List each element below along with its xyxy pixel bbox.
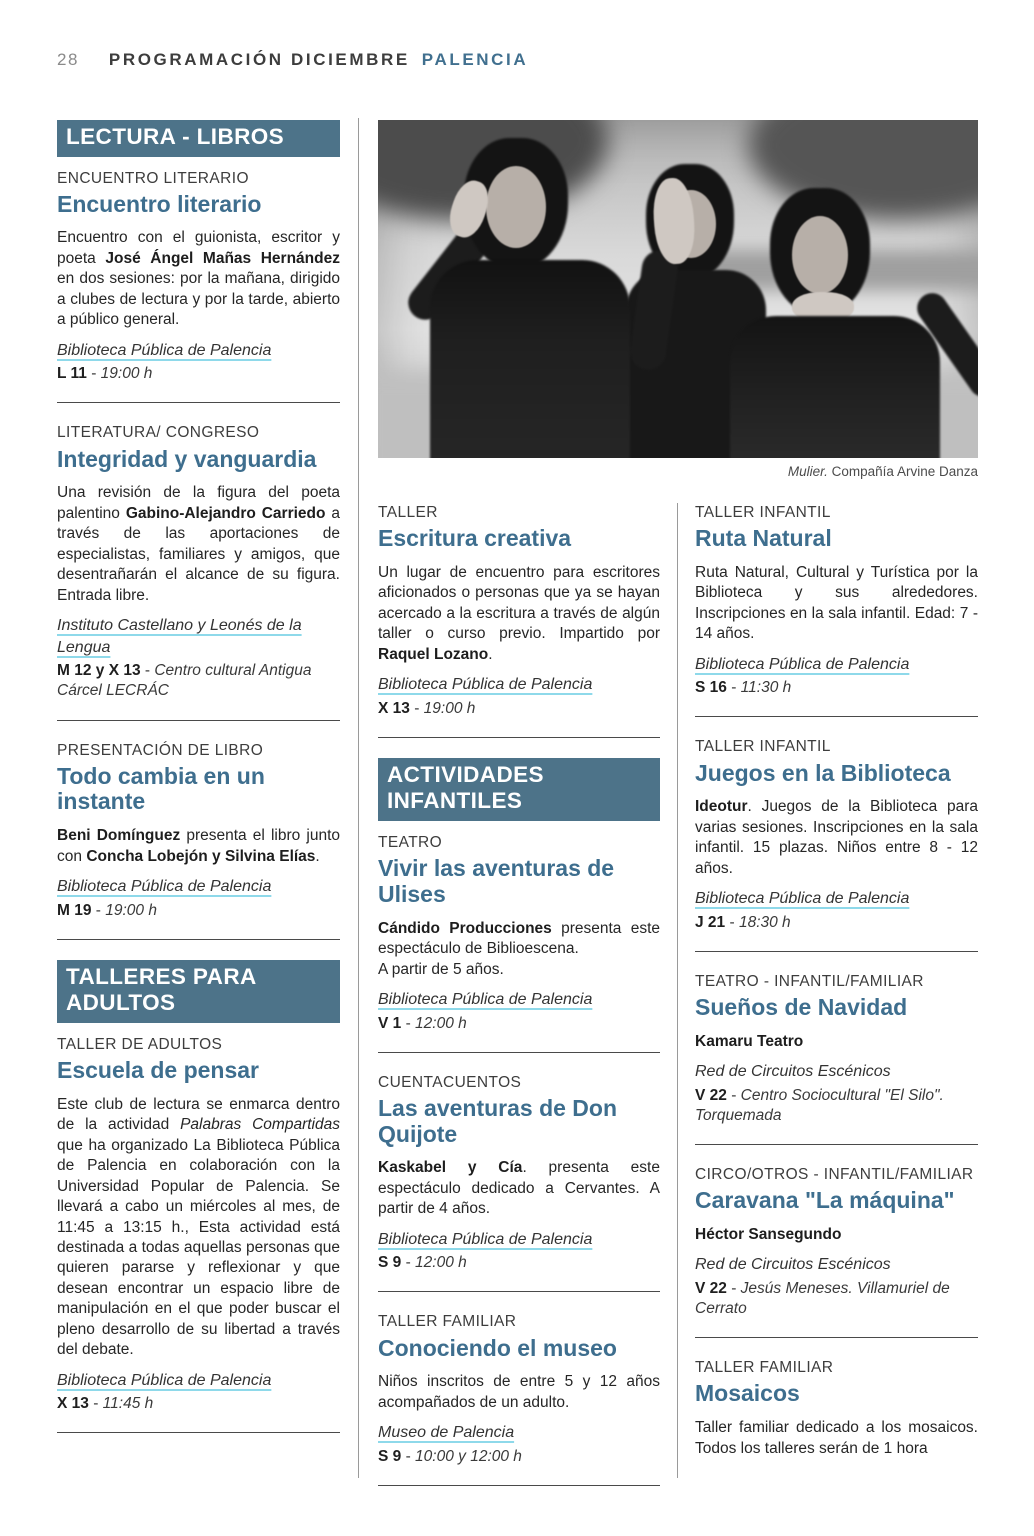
event-description — [378, 563, 660, 665]
event-description — [57, 483, 340, 606]
event-description-bold: Gabino-Alejandro Carriedo — [125, 504, 326, 522]
event-time-or-place: 11:30 h — [740, 679, 792, 697]
event-title: Conociendo el museo — [378, 1334, 617, 1361]
event-description-bold: Ideotur — [695, 798, 748, 816]
event-title: Juegos en la Biblioteca — [695, 759, 951, 786]
event-item — [57, 423, 340, 720]
event-description — [695, 797, 978, 879]
page-title-highlight: PALENCIA — [421, 50, 529, 69]
event-title: Todo cambia en un instante — [57, 762, 265, 815]
event-description-bold: Kamaru Teatro — [695, 1032, 804, 1050]
event-category: TALLER FAMILIAR — [378, 1313, 517, 1331]
event-venue: Red de Circuitos Escénicos — [695, 1256, 891, 1274]
event-description — [57, 826, 340, 867]
event-date: V 22 — [695, 1280, 727, 1298]
event-time-or-place: 19:00 h — [100, 365, 153, 383]
event-description-text: . — [315, 847, 320, 865]
event-dateline — [695, 913, 978, 933]
event-venue: Biblioteca Pública de Palencia — [57, 878, 272, 896]
event-category: TALLER DE ADULTOS — [57, 1035, 223, 1053]
event-date-separator: - — [401, 1254, 416, 1272]
event-item — [378, 503, 660, 738]
section-banner: LECTURA - LIBROS — [57, 120, 340, 157]
event-description — [695, 563, 978, 645]
event-date-separator: - — [726, 1280, 741, 1298]
event-category: TALLER — [378, 504, 438, 521]
event-dateline — [57, 364, 340, 384]
performance-photo — [378, 120, 978, 458]
event-date: L 11 — [57, 365, 87, 383]
event-dateline — [695, 678, 978, 698]
event-description-bold: Héctor Sansegundo — [695, 1225, 842, 1243]
event-dateline — [378, 1253, 660, 1273]
event-description — [57, 228, 340, 330]
event-time-or-place: 11:45 h — [102, 1395, 154, 1413]
column-divider — [677, 503, 678, 1478]
event-category: TALLER INFANTIL — [695, 504, 831, 521]
event-title: Sueños de Navidad — [695, 994, 908, 1021]
event-date: S 9 — [378, 1447, 402, 1465]
event-date-separator: - — [88, 1395, 103, 1413]
event-venue: Biblioteca Pública de Palencia — [378, 676, 593, 694]
event-time-or-place: 18:30 h — [738, 913, 791, 931]
event-date: V 22 — [695, 1086, 727, 1104]
event-title: Las aventuras de Don Quijote — [378, 1094, 618, 1147]
section-banner: TALLERES PARA ADULTOS — [57, 960, 340, 1023]
event-category: CUENTACUENTOS — [378, 1073, 522, 1091]
event-rule — [695, 1144, 978, 1145]
event-date: V 1 — [378, 1014, 402, 1032]
event-rule — [378, 737, 660, 738]
event-venue: Instituto Castellano y Leonés de la Lengua — [57, 617, 302, 656]
event-dateline — [695, 1086, 978, 1126]
event-date-separator: - — [726, 1086, 741, 1104]
event-description-bold: Concha Lobejón y Silvina Elías — [86, 847, 316, 865]
event-description-text: Niños inscritos de entre 5 y 12 años acompañados de un adulto. — [378, 1373, 660, 1411]
event-category: LITERATURA/ CONGRESO — [57, 424, 260, 442]
event-description-text: Un lugar de encuentro para escritores aficionados o personas que ya se hayan acercado a la escritura a través de algún taller o curso previo. Impartido por — [378, 563, 660, 643]
event-date: X 13 — [378, 699, 410, 717]
event-description-text: presenta este espectáculo de Biblioescena. — [378, 919, 660, 958]
photo-caption-title: Mulier. — [787, 464, 828, 479]
event-rule — [695, 951, 978, 952]
event-description-bold: Raquel Lozano — [378, 645, 489, 663]
event-venue: Biblioteca Pública de Palencia — [695, 890, 910, 908]
event-description-text: presenta el libro junto con — [57, 827, 340, 865]
event-date: J 21 — [695, 913, 726, 931]
event-description-bold: Cándido Producciones — [378, 919, 552, 937]
event-title: Caravana "La máquina" — [695, 1187, 955, 1214]
event-date-separator: - — [140, 662, 155, 680]
event-description-bold: Beni Domínguez — [57, 827, 181, 845]
event-date: S 9 — [378, 1254, 402, 1272]
event-description-text: Una revisión de la figura del poeta palentino — [57, 484, 340, 522]
event-rule — [695, 716, 978, 717]
event-time-or-place: Jesús Meneses. Villamuriel de Cerrato — [695, 1280, 950, 1318]
event-category: TEATRO — [378, 833, 443, 851]
event-title: Vivir las aventuras de Ulises — [378, 855, 615, 907]
dancer-face — [486, 166, 546, 248]
event-item — [57, 741, 340, 940]
photo-caption — [378, 464, 978, 479]
page-number: 28 — [57, 50, 79, 69]
event-title: Escuela de pensar — [57, 1057, 259, 1084]
event-date: M 19 — [57, 901, 92, 919]
event-category: CIRCO/OTROS - INFANTIL/FAMILIAR — [695, 1166, 974, 1184]
event-time-or-place: 10:00 y 12:00 h — [415, 1447, 522, 1465]
event-description-bold: José Ángel Mañas Hernández — [105, 249, 340, 267]
event-date-separator: - — [726, 679, 741, 697]
dancer-torso — [730, 316, 940, 458]
event-rule — [57, 939, 340, 940]
event-date: S 16 — [695, 679, 727, 697]
event-date: X 13 — [57, 1395, 89, 1413]
event-item — [695, 972, 978, 1145]
column-middle — [378, 503, 660, 1506]
event-title: Ruta Natural — [695, 525, 832, 552]
event-time-or-place: 19:00 h — [105, 901, 157, 919]
event-description-bold: Kaskabel y Cía — [378, 1159, 523, 1177]
event-description — [378, 1372, 660, 1413]
event-date-separator: - — [725, 913, 739, 931]
dancer-torso — [430, 260, 630, 458]
event-time-or-place: 19:00 h — [423, 699, 476, 717]
event-item — [57, 169, 340, 404]
event-item — [378, 1312, 660, 1486]
event-description-text: en dos sesiones: por la mañana, dirigido a clubes de lectura y por la tarde, abierto a público general. — [57, 270, 340, 329]
event-rule — [57, 402, 340, 403]
event-description — [57, 1095, 340, 1361]
event-venue: Red de Circuitos Escénicos — [695, 1063, 891, 1081]
event-dateline — [695, 1279, 978, 1319]
page-title: PROGRAMACIÓN DICIEMBRE — [108, 50, 410, 69]
event-rule — [378, 1485, 660, 1486]
event-description-text: a través de las aportaciones de especialistas, familiares y amigos, que desentrañarán el alcance de su figura. Entrada libre. — [57, 504, 340, 604]
event-item — [57, 1035, 340, 1434]
event-item — [695, 737, 978, 951]
event-item — [378, 833, 660, 1053]
event-rule — [57, 1432, 340, 1433]
event-dateline — [378, 699, 660, 719]
column-left — [57, 120, 340, 1453]
event-item — [695, 503, 978, 717]
event-dateline — [57, 661, 340, 701]
column-divider — [358, 118, 359, 1478]
event-rule — [378, 1052, 660, 1053]
event-category: TALLER FAMILIAR — [695, 1359, 834, 1377]
event-description — [695, 1032, 978, 1052]
event-date: M 12 y X 13 — [57, 662, 141, 680]
event-description-text: Encuentro con el guionista, escritor y poeta — [57, 229, 340, 267]
event-description-text: Este club de lectura se enmarca dentro de la actividad — [57, 1095, 340, 1134]
event-description-text: . Juegos de la Biblioteca para varias sesiones. Inscripciones en la sala infantil. 15 plazas. Niños entre 8 - 12 años. — [695, 798, 978, 877]
event-description-text: que ha organizado La Biblioteca Pública de Palencia en colaboración con la Universidad Popular de Palencia. Se llevará a cabo un miércoles al mes, de 11:45 a 13:15 h., Esta actividad está destinada a todas aquellas personas que quieren pararse y reflexionar y que desean encontrar un espacio libre de manipulación en el que poder buscar el pleno desarrollo de su libertad a través del debate. — [57, 1136, 340, 1359]
dancer-face — [792, 216, 848, 294]
event-venue: Museo de Palencia — [378, 1424, 515, 1442]
event-date-separator: - — [401, 1447, 416, 1465]
event-dateline — [57, 1394, 340, 1414]
event-title: Mosaicos — [695, 1380, 800, 1407]
event-item — [695, 1165, 978, 1338]
event-dateline — [378, 1014, 660, 1034]
event-rule — [57, 720, 340, 721]
column-right — [695, 503, 978, 1468]
event-rule — [695, 1337, 978, 1338]
photo-caption-credit: Compañía Arvine Danza — [827, 464, 978, 479]
event-description-text: Taller familiar dedicado a los mosaicos. Todos los talleres serán de 1 hora — [695, 1419, 978, 1457]
event-date-separator: - — [86, 365, 101, 383]
event-category: TEATRO - INFANTIL/FAMILIAR — [695, 972, 924, 990]
event-venue: Biblioteca Pública de Palencia — [57, 1371, 272, 1389]
event-title: Integridad y vanguardia — [57, 445, 317, 472]
event-venue: Biblioteca Pública de Palencia — [57, 341, 272, 359]
section-banner: ACTIVIDADES INFANTILES — [378, 758, 660, 821]
event-dateline — [378, 1447, 660, 1467]
event-time-or-place: 12:00 h — [415, 1254, 467, 1272]
event-venue: Biblioteca Pública de Palencia — [695, 655, 910, 673]
event-item — [695, 1358, 978, 1459]
event-category: TALLER INFANTIL — [695, 738, 831, 756]
event-description — [378, 919, 660, 980]
event-dateline — [57, 901, 340, 921]
event-time-or-place: Centro cultural Antigua Cárcel LECRÁC — [57, 662, 312, 700]
event-time-or-place: Centro Sociocultural "El Silo". Torquemada — [695, 1086, 944, 1124]
event-time-or-place: 12:00 h — [415, 1014, 467, 1032]
event-title: Encuentro literario — [57, 190, 262, 217]
event-venue: Biblioteca Pública de Palencia — [378, 990, 593, 1008]
event-date-separator: - — [91, 901, 106, 919]
event-description-text: . — [488, 645, 493, 663]
event-item — [378, 1073, 660, 1293]
event-description-text: Ruta Natural, Cultural y Turística por la Biblioteca y sus alrededores. Inscripciones en la sala infantil. Edad: 7 - 14 años. — [695, 563, 978, 643]
event-description — [695, 1225, 978, 1245]
event-category: PRESENTACIÓN DE LIBRO — [57, 741, 264, 759]
event-description-text: Palabras Compartidas — [180, 1116, 340, 1134]
event-title: Escritura creativa — [378, 525, 572, 552]
page-header — [57, 50, 528, 70]
event-description — [378, 1158, 660, 1219]
event-date-separator: - — [409, 699, 424, 717]
event-description-text: . presenta este espectáculo dedicado a Cervantes. A partir de 4 años. — [378, 1159, 660, 1218]
event-description — [695, 1418, 978, 1459]
event-date-separator: - — [401, 1014, 416, 1032]
event-category: ENCUENTRO LITERARIO — [57, 169, 249, 187]
event-rule — [378, 1291, 660, 1292]
event-venue: Biblioteca Pública de Palencia — [378, 1230, 593, 1248]
event-description-text: A partir de 5 años. — [378, 960, 504, 978]
